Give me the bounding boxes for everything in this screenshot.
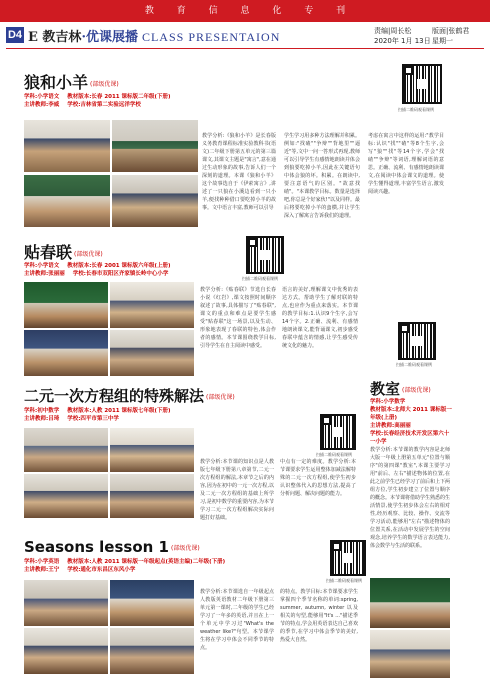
info-subject: 学科:小学数学 — [370, 399, 406, 405]
banner-char: 信 — [208, 6, 218, 16]
banner-char: 专 — [304, 6, 314, 16]
info-school: 学校:通化市东昌区东风小学 — [67, 567, 136, 573]
banner-char: 育 — [176, 6, 186, 16]
qr-code[interactable] — [398, 322, 436, 360]
qr-caption: 扫描二维码观看课例 — [396, 362, 432, 367]
article-body: 教学分析:《狼和小羊》是长春版义务教育课程标准实验教科书(语文)二年级下册第五单元的第三篇课文,其课文主题是"寓言",意在通过生动形象的故事,告诉人们一个深刻的道理。本课《狼和小羊》这个故事选自于《伊索寓言》,讲述了一只狼在小溪边看到一只小羊,便找种种借口要吃掉小羊的故事。文中语言丰富,教师可以引导 — [202, 133, 276, 211]
lesson-photo — [24, 282, 108, 328]
info-subject: 学科:初中数学 — [24, 408, 60, 414]
article-body: 教学分析:本节课选自一年级起点人教版英语教材二年级下册第三单元第一课时,二年级的学生已经学习了一年多的英语,并且在上一个单元中学习过"What's the weather like?"句型。本节课学生将在学习中体会不同季节的特点。 — [200, 589, 274, 651]
info-teacher: 主讲教师:王宁 — [24, 567, 60, 573]
qr-code[interactable] — [402, 64, 442, 104]
article-body: 的特点。教学目标:本节课要求学生掌握四个季节名称的单词:spring, summer, autumn, winter 以及相关的句型,能够用"It's ..."描述季节的特点,学会用英语表达自己喜欢的季节,在学习中体会季节的美好,热爱大自然。 — [280, 589, 358, 643]
article-tag: (部级优课) — [206, 394, 235, 401]
article-title — [24, 385, 235, 406]
lesson-photo — [112, 120, 198, 172]
lesson-photo — [370, 578, 450, 628]
banner-char: 教 — [144, 6, 154, 16]
qr-code[interactable] — [330, 540, 366, 576]
article-body: 教学分析:本节课的知识点是人教版七年级下册第八章第节,二元一次方程组的解法,本章节之后的内容,因为在初中的一元一次方程,以及二元一次方程组的基础上所学习,是初中数学的重要内容,为本节学习二元一次方程组解决实际问题打好基础。 — [200, 459, 274, 521]
article-tag: (部级优课) — [74, 251, 103, 258]
banner-char: 息 — [240, 6, 250, 16]
banner-char: 化 — [272, 6, 282, 16]
top-banner — [0, 0, 490, 22]
lesson-photo — [24, 580, 108, 626]
qr-caption: 扫描二维码观看课例 — [326, 578, 362, 583]
info-subject: 学科:小学语文 — [24, 263, 60, 269]
article-tag: (部级优课) — [170, 545, 200, 552]
article-tag: (部级优课) — [402, 387, 431, 394]
info-textbook: 教材版本:人教 2011 课标版七年级(下册) — [67, 408, 171, 414]
info-teacher: 主讲教师:张丽丽 — [24, 271, 65, 277]
issue-date: 2020年 1月 13日 — [374, 37, 431, 45]
article-title-text: 教室 — [370, 380, 401, 398]
editor-credit: 责编|周长松 — [374, 27, 412, 35]
article-body: 考虑在寓言中这样的运用:"教学目标:认识"找""碴"等8个生字,会写"狼""找"等14个字,学会"找碴""争辩"等词语,理解词语的意思。正确、流利、有感情地朗读课文,在阅读中体会课文的道理。使学生懂得道理,丰富学生语言,激发阅读兴趣。 — [368, 133, 444, 195]
qr-code[interactable] — [320, 414, 356, 450]
info-textbook: 教材版本:北师大 2011 课标版一年级(上册) — [370, 407, 452, 421]
article-title-text: 二元一次方程组的特殊解法 — [24, 387, 205, 405]
qr-image — [320, 414, 356, 450]
info-school: 学校:吉林省第二实验远洋学校 — [67, 102, 141, 108]
designer-credit: 版面|张鹤君 — [432, 27, 470, 35]
article-title-text: 狼和小羊 — [24, 73, 89, 92]
lesson-photo — [370, 630, 450, 678]
lesson-photo — [24, 428, 108, 472]
article-info — [370, 398, 452, 446]
lesson-photo — [110, 330, 194, 376]
lesson-photo — [24, 474, 108, 518]
article-title — [24, 538, 200, 556]
qr-code[interactable] — [246, 236, 284, 274]
article-title-text: 贴春联 — [24, 243, 73, 262]
banner-char: 刊 — [336, 6, 346, 16]
qr-caption: 扫描二维码观看课例 — [316, 452, 352, 457]
qr-image — [330, 540, 366, 576]
article-body: 教学分析:本节课的教学内容是北师大版一年级上册第五单元"位置与顺序"的第四课"教室",本课主要学习用"前后、左右"描述物体的位置,在此之前学生已经学习了前后和上下两组方位,学生初步建立了位置与顺序的概念。本节课将借助学生熟悉的生活情景,使学生初步体会左右的相对性,经历观察、比较、操作、交流等学习活动,能够用"左右"描述物体的位置关系,在活动中发展学生的空间观念,培养学生的数学语言表达能力,体会数学与生活的联系。 — [370, 447, 450, 549]
lesson-photo — [110, 580, 194, 626]
lesson-photo — [110, 282, 194, 328]
lesson-photo — [110, 428, 194, 472]
info-teacher: 主讲教师:高丽丽 — [370, 423, 411, 429]
qr-caption: 扫描二维码观看课例 — [242, 276, 278, 281]
header-rule — [6, 48, 484, 49]
lesson-photo — [24, 330, 108, 376]
article-body: 教学分析:《贴春联》节选自长春小说《红岩》,课文按照时间顺序叙述了故事,具体描写了"贴春联",课文的重点和难点是要学生感受"贴春联"这一场景,以及生动、形象地表现了春联的特色,体会作者的感情。本节课围绕教学目标,引导学生在自主阅读中感受。 — [200, 287, 276, 349]
column-name-en: CLASS PRESENTAION — [141, 30, 281, 44]
info-teacher: 主讲教师:吕琦 — [24, 416, 60, 422]
info-school: 学校:长春经济技术开发区第六十一小学 — [370, 431, 450, 445]
article-body: 学生学习用多种方法理解并积累。例如:"找碴""争辩""背地里""逼近"等,文中一问一答形式再现,教师可以引导学生有感情地朗读并体会到狼要吃掉小羊,因此在关键语句中体会狼的坏。积累。在朗读中,要注意语气的区别。"故意找碴"。"本课教学目标。数量是选择吧,你总是个好家伙!"以及同样。最后将要吃掉小羊的蛮横,并让学生深入了解寓言告诉我们的道理。 — [284, 133, 360, 219]
column-name-sub: ·优课展播 — [81, 30, 138, 45]
edition-badge: D4 — [7, 29, 23, 41]
qr-image — [398, 322, 436, 360]
lesson-photo — [112, 175, 198, 227]
column-title — [28, 26, 280, 45]
info-textbook: 教材版本:人教 2011 课标版一年级起点(英语主编)二年级(下册) — [67, 559, 226, 565]
lesson-photo — [24, 628, 108, 674]
article-info — [24, 407, 179, 423]
info-teacher: 主讲教师:李威 — [24, 102, 60, 108]
article-title-text: Seasons lesson 1 — [24, 538, 169, 556]
info-school: 学校:四平市第三中学 — [67, 416, 119, 422]
qr-caption: 扫描二维码观看课例 — [398, 107, 434, 112]
article-body: 中点有一定的难度。教学分析:本节课要求学生运用整体加减法解特殊的二元一次方程组,使学生初步认识整体代入的思想方法,提高了分析问题、解决问题的能力。 — [280, 459, 356, 497]
info-subject: 学科:小学英语 — [24, 559, 60, 565]
article-body: 语言的美好,理解课文中优秀的表达方式。帮助学生了解对联的特点,也应作为重点来落实。本节课的教学目标:1.认识9个生字,会写14个字。2.正确、流利、有感情地朗读课文,能背诵课文,初步感受春联中蕴含的情感,让学生感受传统文化的魅力。 — [282, 287, 358, 349]
article-title — [370, 378, 431, 399]
info-school: 学校:长春市双阳区齐家镇长岭中心小学 — [72, 271, 169, 277]
lesson-photo — [110, 628, 194, 674]
lesson-photo — [24, 175, 110, 227]
article-info — [24, 558, 233, 574]
info-textbook: 教材版本:长春 2001 课标版六年级(上册) — [67, 263, 171, 269]
lesson-photo — [24, 120, 110, 172]
info-textbook: 教材版本:长春 2011 课标版二年级(下册) — [67, 94, 171, 100]
issue-weekday: 星期一 — [432, 37, 453, 45]
article-title — [24, 70, 119, 93]
qr-image — [402, 64, 442, 104]
article-title — [24, 240, 103, 263]
lesson-photo — [110, 474, 194, 518]
article-tag: (部级优课) — [90, 81, 119, 88]
info-subject: 学科:小学语文 — [24, 94, 60, 100]
qr-image — [246, 236, 284, 274]
column-name-main: E 教吉林 — [28, 30, 82, 45]
article-info — [24, 262, 179, 278]
article-info — [24, 93, 179, 109]
